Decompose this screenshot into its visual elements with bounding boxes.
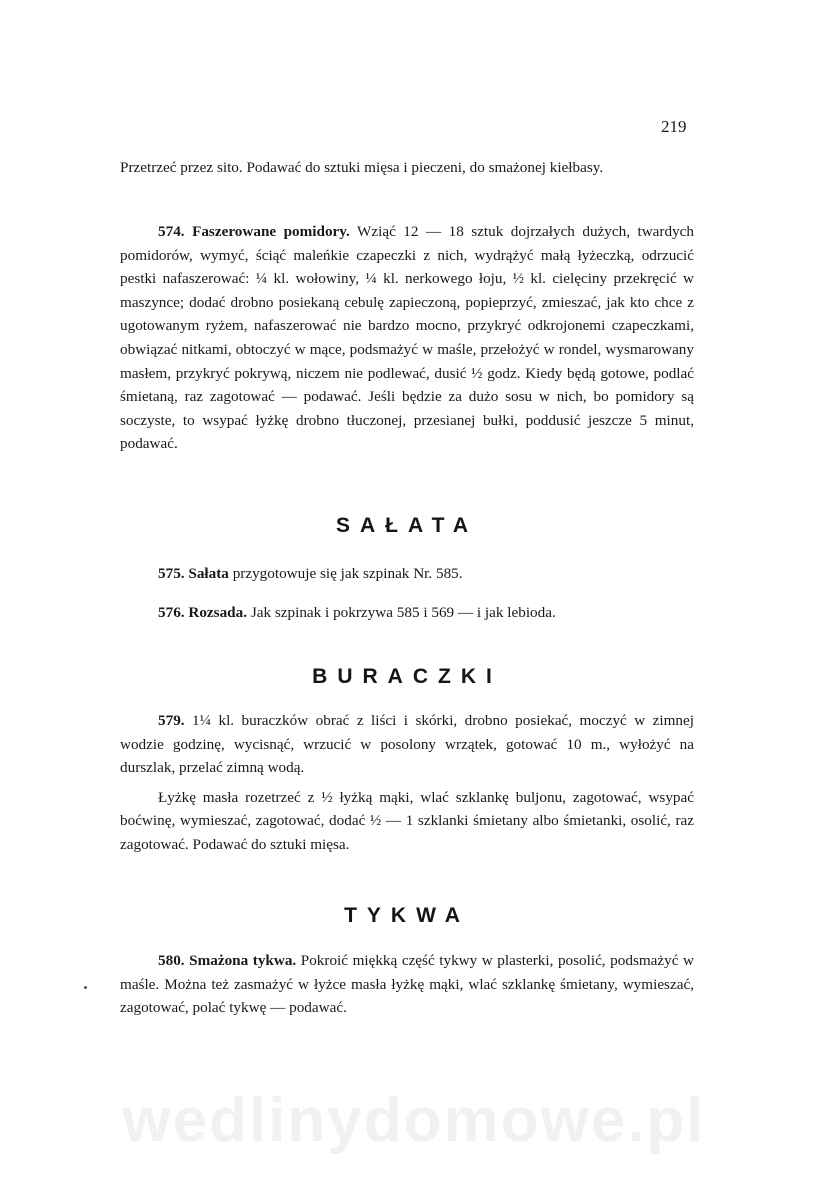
intro-text: Przetrzeć przez sito. Podawać do sztuki mięsa i pieczeni, do smażonej kiełbasy. [120,159,604,176]
page-number: 219 [661,117,687,136]
recipe-574-number: 574. [158,223,185,240]
heading-salata: SAŁATA [335,514,479,537]
recipe-580 [120,949,694,1020]
recipe-576-text: Jak szpinak i pokrzywa 585 i 569 — i jak lebioda. [247,604,556,621]
recipe-579 [120,709,694,857]
margin-speck [84,986,87,989]
recipe-580-text: Pokroić miękką część tykwy w plasterki, posolić, podsmażyć w maśle. Można też zasmażyć w łyżce masła łyżkę mąki, wlać szklankę śmietany, wymieszać, zagotować, polać tykwę — podawać. [120,952,695,1017]
recipe-575-title: Sałata [188,565,229,582]
recipe-575 [120,562,694,586]
recipe-579-text-2: Łyżkę masła rozetrzeć z ½ łyżką mąki, wlać szklankę buljonu, zagotować, wsypać boćwinę, wymieszać, zagotować, dodać ½ — 1 szklanki śmietany albo śmietanki, osolić, raz zagotować. Podawać do sztuki mięsa. [120,788,694,853]
recipe-580-title: Smażona tykwa. [189,952,297,969]
recipe-576-number: 576. [158,604,185,621]
recipe-580-number: 580. [158,952,185,969]
recipe-574-title: Faszerowane pomidory. [192,223,350,240]
recipe-574 [120,220,694,456]
intro-paragraph [120,156,694,180]
heading-tykwa: TYKWA [344,904,470,927]
recipe-574-text: Wziąć 12 — 18 sztuk dojrzałych dużych, twardych pomidorów, wymyć, ściąć maleńkie czapeczki z nich, wydrążyć małą łyżeczką, odrzucić pestki nafaszerować: ¼ kl. wołowiny, ¼ kl. nerkowego łoju, ½ kl. cielęciny przekręcić w maszynce; dodać drobno posiekaną cebulę zapieczoną, popieprzyć, zmieszać, jak kto chce z ugotowanym ryżem, nafaszerować nie bardzo mocno, przykryć odkrojonemi czapeczkami, obwiązać nitkami, obtoczyć w mące, podsmażyć w maśle, przełożyć w rondel, wysmarowany masłem, przykryć pokrywą, niczem nie podlewać, dusić ½ godz. Kiedy będą gotowe, podlać śmietaną, raz zagotować — podawać. Jeśli będzie za dużo sosu w nich, bo pomidory są soczyste, to wsypać łyżkę drobno tłuczonej, przesianej bułki, poddusić jeszcze 5 minut, podawać. [120,223,695,453]
recipe-575-text: przygotowuje się jak szpinak Nr. 585. [228,565,463,582]
recipe-576 [120,601,694,625]
watermark: wedlinydomowe.pl [122,1086,706,1155]
recipe-576-title: Rozsada. [188,604,248,621]
recipe-575-number: 575. [158,565,185,582]
recipe-579-text: 1¼ kl. buraczków obrać z liści i skórki, drobno posiekać, moczyć w zimnej wodzie godzinę, wycisnąć, wrzucić w posolony wrzątek, gotować 10 m., wyłożyć na durszlak, przelać zimną wodą. [120,712,694,777]
heading-buraczki: BURACZKI [312,665,502,688]
recipe-579-number: 579. [158,712,185,729]
